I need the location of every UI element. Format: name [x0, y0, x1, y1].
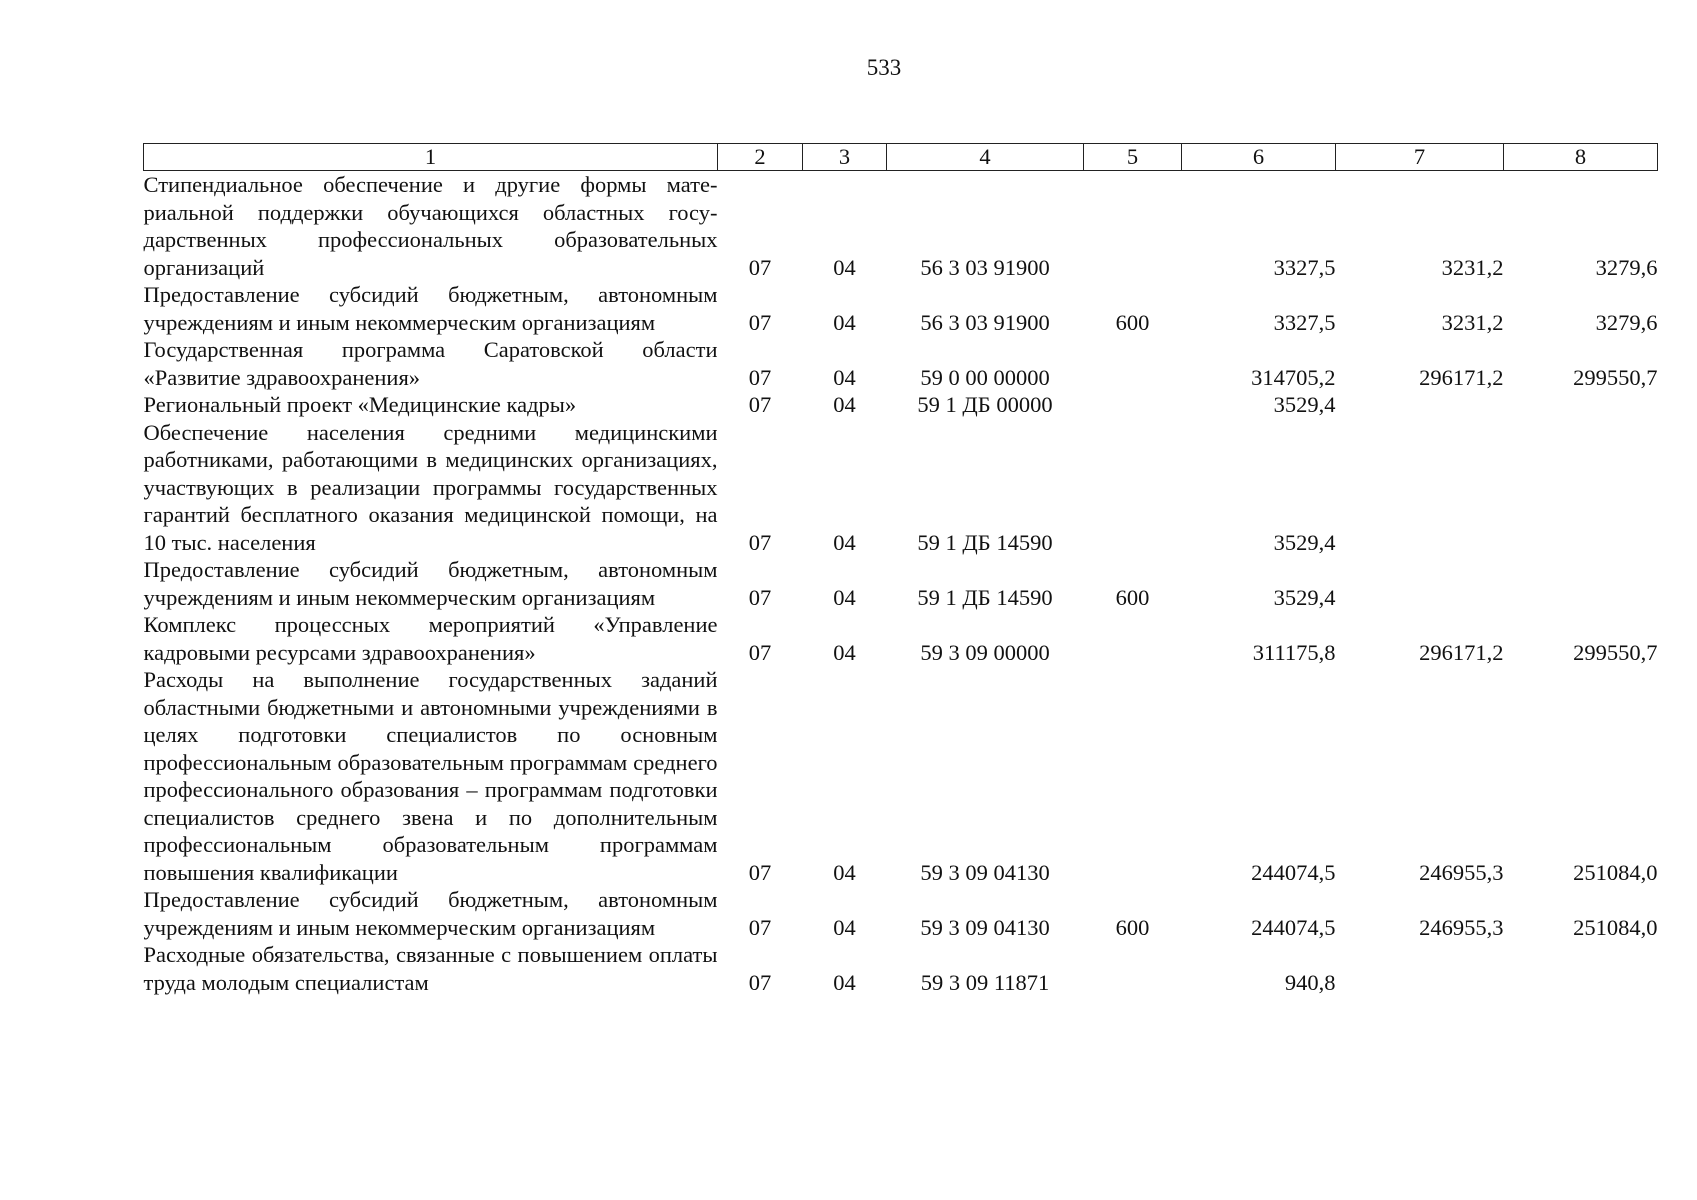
cell-amount-6: 3529,4 [1273, 529, 1336, 555]
column-header: 3 [803, 144, 887, 171]
cell-amount-6: 3327,5 [1273, 254, 1336, 280]
cell-amount-7: 246955,3 [1419, 859, 1504, 885]
cell-amount-8: 251084,0 [1573, 859, 1658, 885]
cell-expense-type [1084, 666, 1182, 886]
cell-section: 07 [748, 364, 772, 390]
table-row [144, 171, 1658, 282]
cell-subsection: 04 [833, 529, 856, 555]
cell-amount-7: 246955,3 [1419, 914, 1504, 940]
row-name: Государственная программа Саратовской области «Развитие здравоохранения» [143, 337, 718, 390]
cell-target-code: 59 1 ДБ 00000 [917, 392, 1053, 417]
cell-target-code: 59 0 00 00000 [920, 364, 1050, 390]
cell-target-code: 59 3 09 04130 [920, 859, 1050, 885]
cell-subsection: 04 [833, 914, 856, 940]
column-header: 1 [144, 144, 718, 171]
row-name: Предоставление субсидий бюджетным, автономным учреждениям и иным некоммерческим организациям [143, 887, 718, 940]
cell-subsection: 04 [833, 309, 856, 335]
cell-amount-6: 940,8 [1284, 969, 1336, 995]
row-name: Стипендиальное обеспечение и другие формы материальной поддержки обучающихся областных государственных профессиональных образовательных организаций [143, 172, 718, 280]
cell-section: 07 [748, 639, 772, 665]
cell-subsection: 04 [833, 639, 856, 665]
table-row [144, 666, 1658, 886]
table-row [144, 886, 1658, 941]
cell-subsection: 04 [833, 254, 856, 280]
cell-section: 07 [748, 254, 772, 280]
cell-section: 07 [748, 529, 772, 555]
cell-amount-7 [1336, 391, 1504, 419]
cell-amount-6: 244074,5 [1251, 914, 1336, 940]
cell-expense-type [1084, 611, 1182, 666]
table-row [144, 556, 1658, 611]
cell-amount-8 [1504, 556, 1658, 611]
row-name: Расходные обязательства, связанные с повышением оплаты труда молодым специалистам [143, 942, 718, 995]
cell-section: 07 [748, 914, 772, 940]
cell-section: 07 [748, 859, 772, 885]
cell-target-code: 59 1 ДБ 14590 [917, 529, 1053, 555]
cell-amount-7: 3231,2 [1441, 309, 1504, 335]
cell-subsection: 04 [833, 859, 856, 885]
cell-target-code: 59 3 09 11871 [920, 969, 1050, 995]
cell-subsection: 04 [833, 584, 856, 610]
cell-amount-8: 3279,6 [1595, 309, 1658, 335]
table-row [144, 419, 1658, 557]
cell-amount-6: 3327,5 [1273, 309, 1336, 335]
cell-expense-type [1084, 419, 1182, 557]
column-header: 7 [1336, 144, 1504, 171]
cell-subsection: 04 [833, 969, 856, 995]
column-header: 4 [887, 144, 1084, 171]
row-name: Предоставление субсидий бюджетным, автономным учреждениям и иным некоммерческим организациям [143, 557, 718, 610]
table-row [144, 336, 1658, 391]
column-header: 5 [1084, 144, 1182, 171]
cell-amount-7: 3231,2 [1441, 254, 1504, 280]
cell-section: 07 [748, 392, 772, 417]
table-row [144, 941, 1658, 996]
cell-amount-6: 3529,4 [1273, 584, 1336, 610]
cell-amount-8 [1504, 419, 1658, 557]
cell-expense-type: 600 [1115, 914, 1150, 940]
cell-section: 07 [748, 584, 772, 610]
cell-amount-8 [1504, 941, 1658, 996]
row-name: Расходы на выполнение государственных заданий областными бюджетными и автономными учреждениями в целях подготовки специалистов по основным профессиональным образовательным программам среднего профессионального образования – программам подготовки специалистов среднего звена и по дополнительным профессиональным образовательным программам повышения квалификации [143, 667, 718, 885]
cell-amount-8: 299550,7 [1573, 364, 1658, 390]
cell-amount-6: 244074,5 [1251, 859, 1336, 885]
cell-amount-7 [1336, 556, 1504, 611]
row-name: Предоставление субсидий бюджетным, автономным учреждениям и иным некоммерческим организациям [143, 282, 718, 335]
cell-target-code: 59 1 ДБ 14590 [917, 584, 1053, 610]
cell-target-code: 56 3 03 91900 [920, 254, 1050, 280]
cell-amount-8: 3279,6 [1595, 254, 1658, 280]
cell-amount-6: 3529,4 [1273, 392, 1336, 417]
row-name: Региональный проект «Медицинские кадры» [143, 392, 577, 417]
column-header: 8 [1504, 144, 1658, 171]
cell-target-code: 59 3 09 00000 [920, 639, 1050, 665]
row-name: Комплекс процессных мероприятий «Управление кадровыми ресурсами здравоохранения» [143, 612, 718, 665]
cell-expense-type [1084, 336, 1182, 391]
cell-expense-type [1084, 171, 1182, 282]
cell-expense-type [1084, 391, 1182, 419]
page-number: 533 [866, 55, 902, 80]
row-name: Обеспечение населения средними медицинскими работниками, работающими в медицинских организациях, участвующих в реализации программы государственных гарантий бесплатного оказания медицинской помощи, на 10 тыс. населения [143, 419, 718, 555]
budget-table [143, 143, 1658, 996]
cell-amount-6: 311175,8 [1252, 639, 1336, 665]
table-row [144, 391, 1658, 419]
cell-amount-7 [1336, 941, 1504, 996]
cell-subsection: 04 [833, 364, 856, 390]
cell-amount-7 [1336, 419, 1504, 557]
cell-subsection: 04 [833, 392, 856, 417]
cell-amount-6: 314705,2 [1251, 364, 1336, 390]
table-row [144, 281, 1658, 336]
cell-expense-type [1084, 941, 1182, 996]
cell-amount-7: 296171,2 [1419, 639, 1504, 665]
column-header: 6 [1182, 144, 1336, 171]
cell-expense-type: 600 [1115, 309, 1150, 335]
cell-amount-8 [1504, 391, 1658, 419]
cell-target-code: 59 3 09 04130 [920, 914, 1050, 940]
cell-section: 07 [748, 969, 772, 995]
cell-target-code: 56 3 03 91900 [920, 309, 1050, 335]
table-row [144, 611, 1658, 666]
column-header: 2 [718, 144, 803, 171]
cell-amount-8: 251084,0 [1573, 914, 1658, 940]
cell-section: 07 [748, 309, 772, 335]
cell-expense-type: 600 [1115, 584, 1150, 610]
header-row [144, 144, 1658, 171]
cell-amount-8: 299550,7 [1573, 639, 1658, 665]
cell-amount-7: 296171,2 [1419, 364, 1504, 390]
